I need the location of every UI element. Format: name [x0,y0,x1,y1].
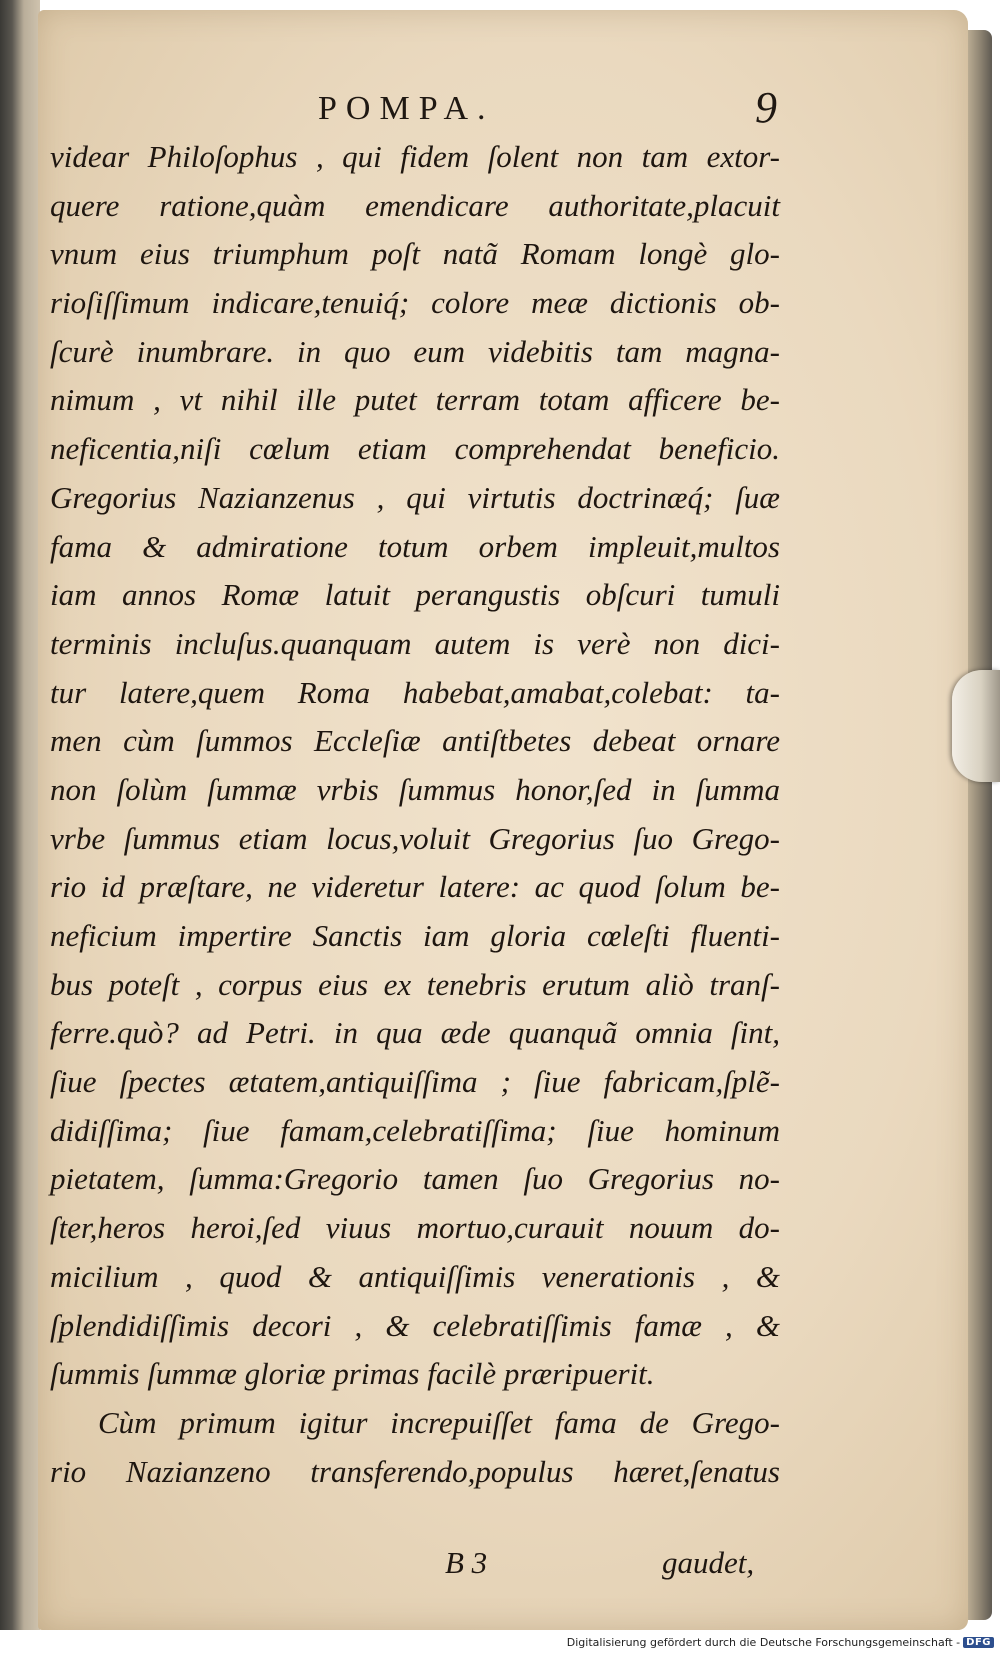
dfg-logo: DFG [963,1637,994,1648]
text-line: Cùm primum igitur increpuiſſet fama de Grego- [98,1404,780,1440]
text-line: terminis incluſus.quanquam autem is verè non dici- [50,625,780,661]
page-number: 9 [755,83,777,132]
text-line: ſter,heros heroi,ſed viuus mortuo,curauit nouum do- [50,1210,780,1246]
text-line: vrbe ſummus etiam locus,voluit Gregorius ſuo Grego- [50,820,780,856]
text-line: ſummis ſummæ gloriæ primas facilè præripuerit. [50,1356,655,1392]
page-footer [50,1545,780,1595]
text-line: ferre.quò? ad Petri. in qua æde quanquã omnia ſint, [50,1015,780,1051]
digitization-credit [567,1636,994,1649]
running-head: POMPA. [318,90,495,127]
facing-page-edge [0,0,40,1630]
page-stack-edge [968,30,992,1620]
text-line: non ſolùm ſummæ vrbis ſummus honor,ſed in ſumma [50,771,780,807]
book-clasp [952,670,1000,782]
signature-mark: B 3 [445,1545,488,1580]
text-line: fama & admiratione totum orbem impleuit,multos [50,528,780,564]
text-line: iam annos Romæ latuit perangustis obſcuri tumuli [50,577,780,613]
text-line: pietatem, ſumma:Gregorio tamen ſuo Gregorius no- [50,1161,780,1197]
text-line: bus poteſt , corpus eius ex tenebris erutum aliò tranſ- [50,966,780,1002]
text-line: micilium , quod & antiquiſſimis venerationis , & [50,1258,780,1294]
text-line: rio id præſtare, ne videretur latere: ac quod ſolum be- [50,869,780,905]
text-line: rioſiſſimum indicare,tenuiq́; colore meæ dictionis ob- [50,285,780,321]
body-text [50,133,780,1496]
text-line: neficentia,niſi cœlum etiam comprehendat beneficio. [50,431,780,467]
text-line: rio Nazianzeno transferendo,populus hæret,ſenatus [50,1453,780,1489]
text-line: ſiue ſpectes ætatem,antiquiſſima ; ſiue fabricam,ſplẽ- [50,1064,780,1100]
text-line: ſplendidiſſimis decori , & celebratiſſimis famæ , & [50,1307,780,1343]
text-line: tur latere,quem Roma habebat,amabat,colebat: ta- [50,674,780,710]
text-line: ſcurè inumbrare. in quo eum videbitis tam magna- [50,333,780,369]
catchword: gaudet, [662,1545,755,1580]
text-line: Gregorius Nazianzenus , qui virtutis doctrinæq́; ſuæ [50,479,780,515]
text-line: men cùm ſummos Eccleſiæ antiſtbetes debeat ornare [50,723,780,759]
text-line: neficium impertire Sanctis iam gloria cœleſti fluenti- [50,918,780,953]
text-line: didiſſima; ſiue famam,celebratiſſima; ſiue hominum [50,1112,780,1148]
text-line: nimum , vt nihil ille putet terram totam afficere be- [50,382,780,418]
text-line: vnum eius triumphum poſt natã Romam longè glo- [50,236,780,272]
page-header [50,80,920,140]
text-line: videar Philoſophus , qui fidem ſolent non tam extor- [50,139,780,174]
text-line: quere ratione,quàm emendicare authoritate,placuit [50,187,780,223]
credit-text: Digitalisierung gefördert durch die Deutsche Forschungsgemeinschaft - [566,1636,961,1649]
